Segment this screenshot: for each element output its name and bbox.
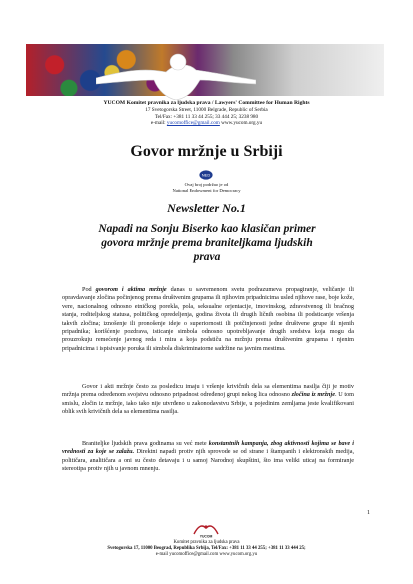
- organization-header: [0, 100, 413, 127]
- footer-org-name: Komitet pravnika za ljudska prava: [173, 540, 240, 545]
- paragraph-2-emphasis: zločina iz mržnje: [291, 391, 335, 399]
- footer-contact: e-mail yucomoffice@gmail.com www.yucom.org.yu: [155, 552, 258, 558]
- yucom-logo-icon: [192, 522, 220, 538]
- article-subtitle: Napadi na Sonju Biserko kao klasičan primer govora mržnje prema braniteljkama ljudskih prava: [98, 223, 316, 263]
- ned-logo-text: NED: [201, 172, 211, 178]
- paragraph-3-lead: Braniteljke ljudskih prava godinama su već mete: [82, 440, 209, 447]
- newsletter-number: Newsletter No.1: [167, 201, 246, 215]
- organization-name: YUCOM Komitet pravnika za ljudska prava / Lawyers' Committee for Human Rights: [103, 100, 310, 106]
- ned-support-line2: National Endowment for Democracy: [172, 187, 241, 193]
- paragraph-2-rest: . U tom smislu, zločin iz mržnje, iako tako nije utvrđeno u zakonodavstvu Srbije, u pojedinim zemljama jeste kvalifikovani oblik svih krivičnih dela sa elementima nasilja.: [62, 391, 354, 416]
- email-label: e-mail: [150, 120, 165, 127]
- organization-telfax: Tel/Fax: +381 11 33 44 255; 33 444 25; 3238 980: [154, 113, 259, 120]
- footer: [0, 540, 413, 559]
- document-title: Govor mržnje u Srbiji: [130, 143, 283, 160]
- paragraph-1-rest: danas u savremenom svetu podrazumeva propagiranje, veličanje ili opravdavanje zločina počinjenog prema društvenim grupama ili njihovim pripadnicima usled njihove rase, boje kože, vere, nacionalnog odnosno etničkog porekla, pola, seksualne orjentacije, imovinskog, zdravstvenog ili bračnog stanja, roditeljskog statusa, političkog opredeljenja, godina života ili drugih ličnih osobina ili podsticanje vršenja takvih zločina; iznošenje ili pronošenje ideje o superiornosti ili potčinjenosti jedne društvene grupe ili njenih pripadnika; korišćenje pozdrava, isticanje simbola odnosno upotrebljavanje drugih sredstva koja mogu da prouzrokuju remećenje javnog reda i mira a koja podstiču na mržnju prema društvenim grupama i njenim pripadnicima i ispisivanje poruka ili simbola diskriminatorne sadržine na javnim mestima.: [62, 286, 354, 352]
- ned-logo-icon: [199, 170, 213, 180]
- human-figure-silhouette-icon: [96, 50, 256, 100]
- organization-address: 17 Svetogorska Street, 11000 Belgrade, Republic of Serbia: [145, 107, 268, 113]
- ned-support-line1: Ovaj broj podržao je od: [184, 182, 229, 187]
- paragraph-3: [62, 440, 354, 474]
- yucom-logo-text: YUCOM: [199, 534, 213, 538]
- paragraph-1-lead: Pod: [82, 286, 96, 293]
- ned-support-note: [0, 182, 413, 193]
- paragraph-3-emphasis: konstantnih kampanja, zbog aktivnosti kojima se bave i vrednosti za koje se zalažu.: [62, 440, 354, 456]
- paragraph-1-emphasis: govorom i aktima mržnje: [95, 286, 167, 293]
- organization-contact: e-mail: yucomoffice@gmail.com www.yucom.org.yu: [150, 120, 263, 127]
- footer-address: Svetogorska 17, 11000 Beograd, Republika Srbija, Tel/Fax: +381 11 33 44 255; +381 11 33 444 25;: [107, 546, 306, 552]
- page-number: 1: [367, 510, 370, 516]
- paragraph-2: [62, 383, 354, 417]
- website-link[interactable]: www.yucom.org.yu: [221, 120, 263, 127]
- email-link[interactable]: yucomoffice@gmail.com: [166, 120, 220, 127]
- paragraph-3-rest: Direktni napadi protiv njih sprovode se od strane i štampanih i elektronskih medija, političara, analitičara a oni su često detavaju i u samoj Narodnoj skupštini, što ima veliki uticaj na formiranje stereotipa protiv njih u javnom mnenju.: [62, 448, 354, 473]
- paragraph-1: [62, 286, 354, 353]
- paragraph-2-lead: Govor i akti mržnje često za posledicu imaju i vršenje krivičnih dela sa elementima nasilja čiji je motiv mržnja prema određenom svojstvu odnosno pripadnost određenoj grupi nekog lica odnosno: [62, 383, 354, 399]
